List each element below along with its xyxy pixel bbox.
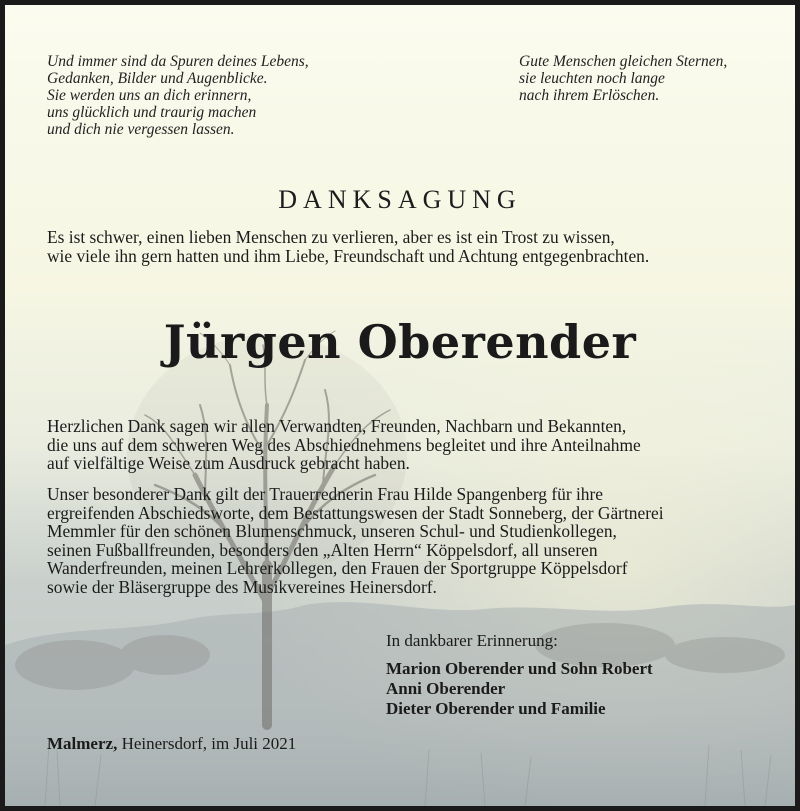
date-text: Heinersdorf, im Juli 2021: [117, 734, 297, 753]
verse-right: [519, 53, 727, 104]
verse-line: uns glücklich und traurig machen: [47, 104, 257, 121]
paragraph-line: Unser besonderer Dank gilt der Trauerrednerin Frau Hilde Spangenberg für ihre: [47, 484, 604, 504]
paragraph-line: Memmler für den schönen Blumenschmuck, unseren Schul- und Studienkollegen,: [47, 521, 617, 542]
signature-block: [386, 631, 653, 719]
verse-line: Und immer sind da Spuren deines Lebens,: [47, 53, 309, 70]
verse-line: Gedanken, Bilder und Augenblicke.: [47, 70, 268, 87]
mourner-name: Dieter Oberender und Familie: [386, 699, 606, 718]
paragraph-line: ergreifenden Abschiedsworte, dem Bestattungswesen der Stadt Sonneberg, der Gärtnerei: [47, 502, 664, 523]
paragraph-line: wie viele ihn gern hatten und ihm Liebe, Freundschaft und Achtung entgegenbrachten.: [47, 245, 650, 266]
place-name: Malmerz,: [47, 734, 118, 753]
place-date: [47, 734, 296, 754]
mourner-name: Marion Oberender und Sohn Robert: [386, 659, 653, 678]
intro-paragraph: [47, 228, 649, 265]
paragraph-line: auf vielfältige Weise zum Ausdruck gebracht haben.: [47, 453, 410, 474]
verse-line: und dich nie vergessen lassen.: [47, 121, 235, 138]
paragraph-line: seinen Fußballfreunden, besonders den „Alten Herrn“ Köppelsdorf, all unseren: [47, 539, 598, 560]
deceased-name: Jürgen Oberender: [163, 315, 637, 369]
verse-left: [47, 53, 309, 138]
paragraph-line: Es ist schwer, einen lieben Menschen zu verlieren, aber es ist ein Trost zu wissen,: [47, 227, 615, 247]
verse-line: nach ihrem Erlöschen.: [519, 87, 660, 104]
mourner-name: Anni Oberender: [386, 679, 506, 698]
thanks-paragraph: [47, 417, 641, 473]
heading-danksagung: DANKSAGUNG: [278, 185, 522, 214]
verse-line: sie leuchten noch lange: [519, 70, 665, 87]
special-thanks-paragraph: [47, 485, 664, 597]
paragraph-line: sowie der Bläsergruppe des Musikvereines Heinersdorf.: [47, 576, 437, 597]
verse-line: Gute Menschen gleichen Sternen,: [519, 53, 728, 70]
paragraph-line: die uns auf dem schweren Weg des Abschiednehmens begleitet und ihre Anteilnahme: [47, 434, 641, 455]
paragraph-line: Herzlichen Dank sagen wir allen Verwandten, Freunden, Nachbarn und Bekannten,: [47, 416, 627, 436]
paragraph-line: Wanderfreunden, meinen Lehrerkollegen, den Frauen der Sportgruppe Köppelsdorf: [47, 558, 628, 579]
signature-intro: In dankbarer Erinnerung:: [386, 631, 558, 650]
verse-line: Sie werden uns an dich erinnern,: [47, 87, 252, 104]
